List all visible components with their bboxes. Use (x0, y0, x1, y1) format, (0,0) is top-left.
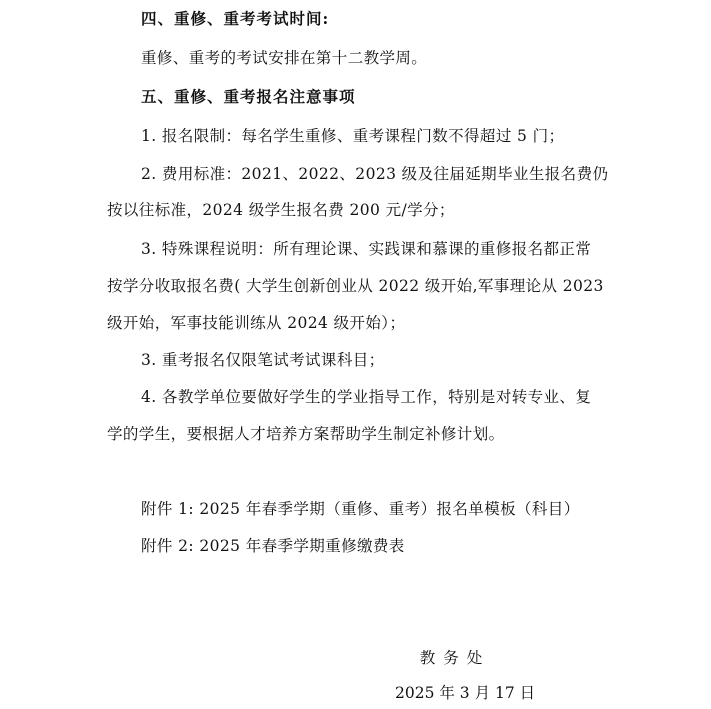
notice-item-5-line-1: 4. 各教学单位要做好学生的学业指导工作，特别是对转专业、复 (141, 388, 592, 406)
notice-item-2-line-2: 按以往标准，2024 级学生报名费 200 元/学分； (107, 201, 455, 219)
signature-office: 教务处 (419, 649, 491, 667)
attachment-1: 附件 1: 2025 年春季学期（重修、重考）报名单模板（科目） (141, 500, 580, 518)
notice-item-5-line-2: 学的学生，要根据人才培养方案帮助学生制定补修计划。 (107, 425, 505, 443)
section4-text: 重修、重考的考试安排在第十二教学周。 (141, 49, 428, 67)
section5-heading: 五、重修、重考报名注意事项 (141, 87, 356, 106)
notice-item-3-line-2: 按学分收取报名费( 大学生创新创业从 2022 级开始,军事理论从 2023 (107, 277, 604, 295)
notice-item-3-line-1: 3. 特殊课程说明：所有理论课、实践课和慕课的重修报名都正常 (141, 240, 592, 258)
signature-date: 2025 年 3 月 17 日 (395, 684, 536, 702)
notice-item-1: 1. 报名限制：每名学生重修、重考课程门数不得超过 5 门； (141, 127, 565, 145)
section4-heading: 四、重修、重考考试时间: (141, 9, 330, 28)
attachment-2: 附件 2: 2025 年春季学期重修缴费表 (141, 537, 405, 555)
notice-item-3-line-3: 级开始，军事技能训练从 2024 级开始）； (107, 314, 406, 332)
notice-item-2-line-1: 2. 费用标准：2021、2022、2023 级及往届延期毕业生报名费仍 (141, 165, 609, 183)
notice-item-4: 3. 重考报名仅限笔试考试课科目； (141, 351, 385, 369)
